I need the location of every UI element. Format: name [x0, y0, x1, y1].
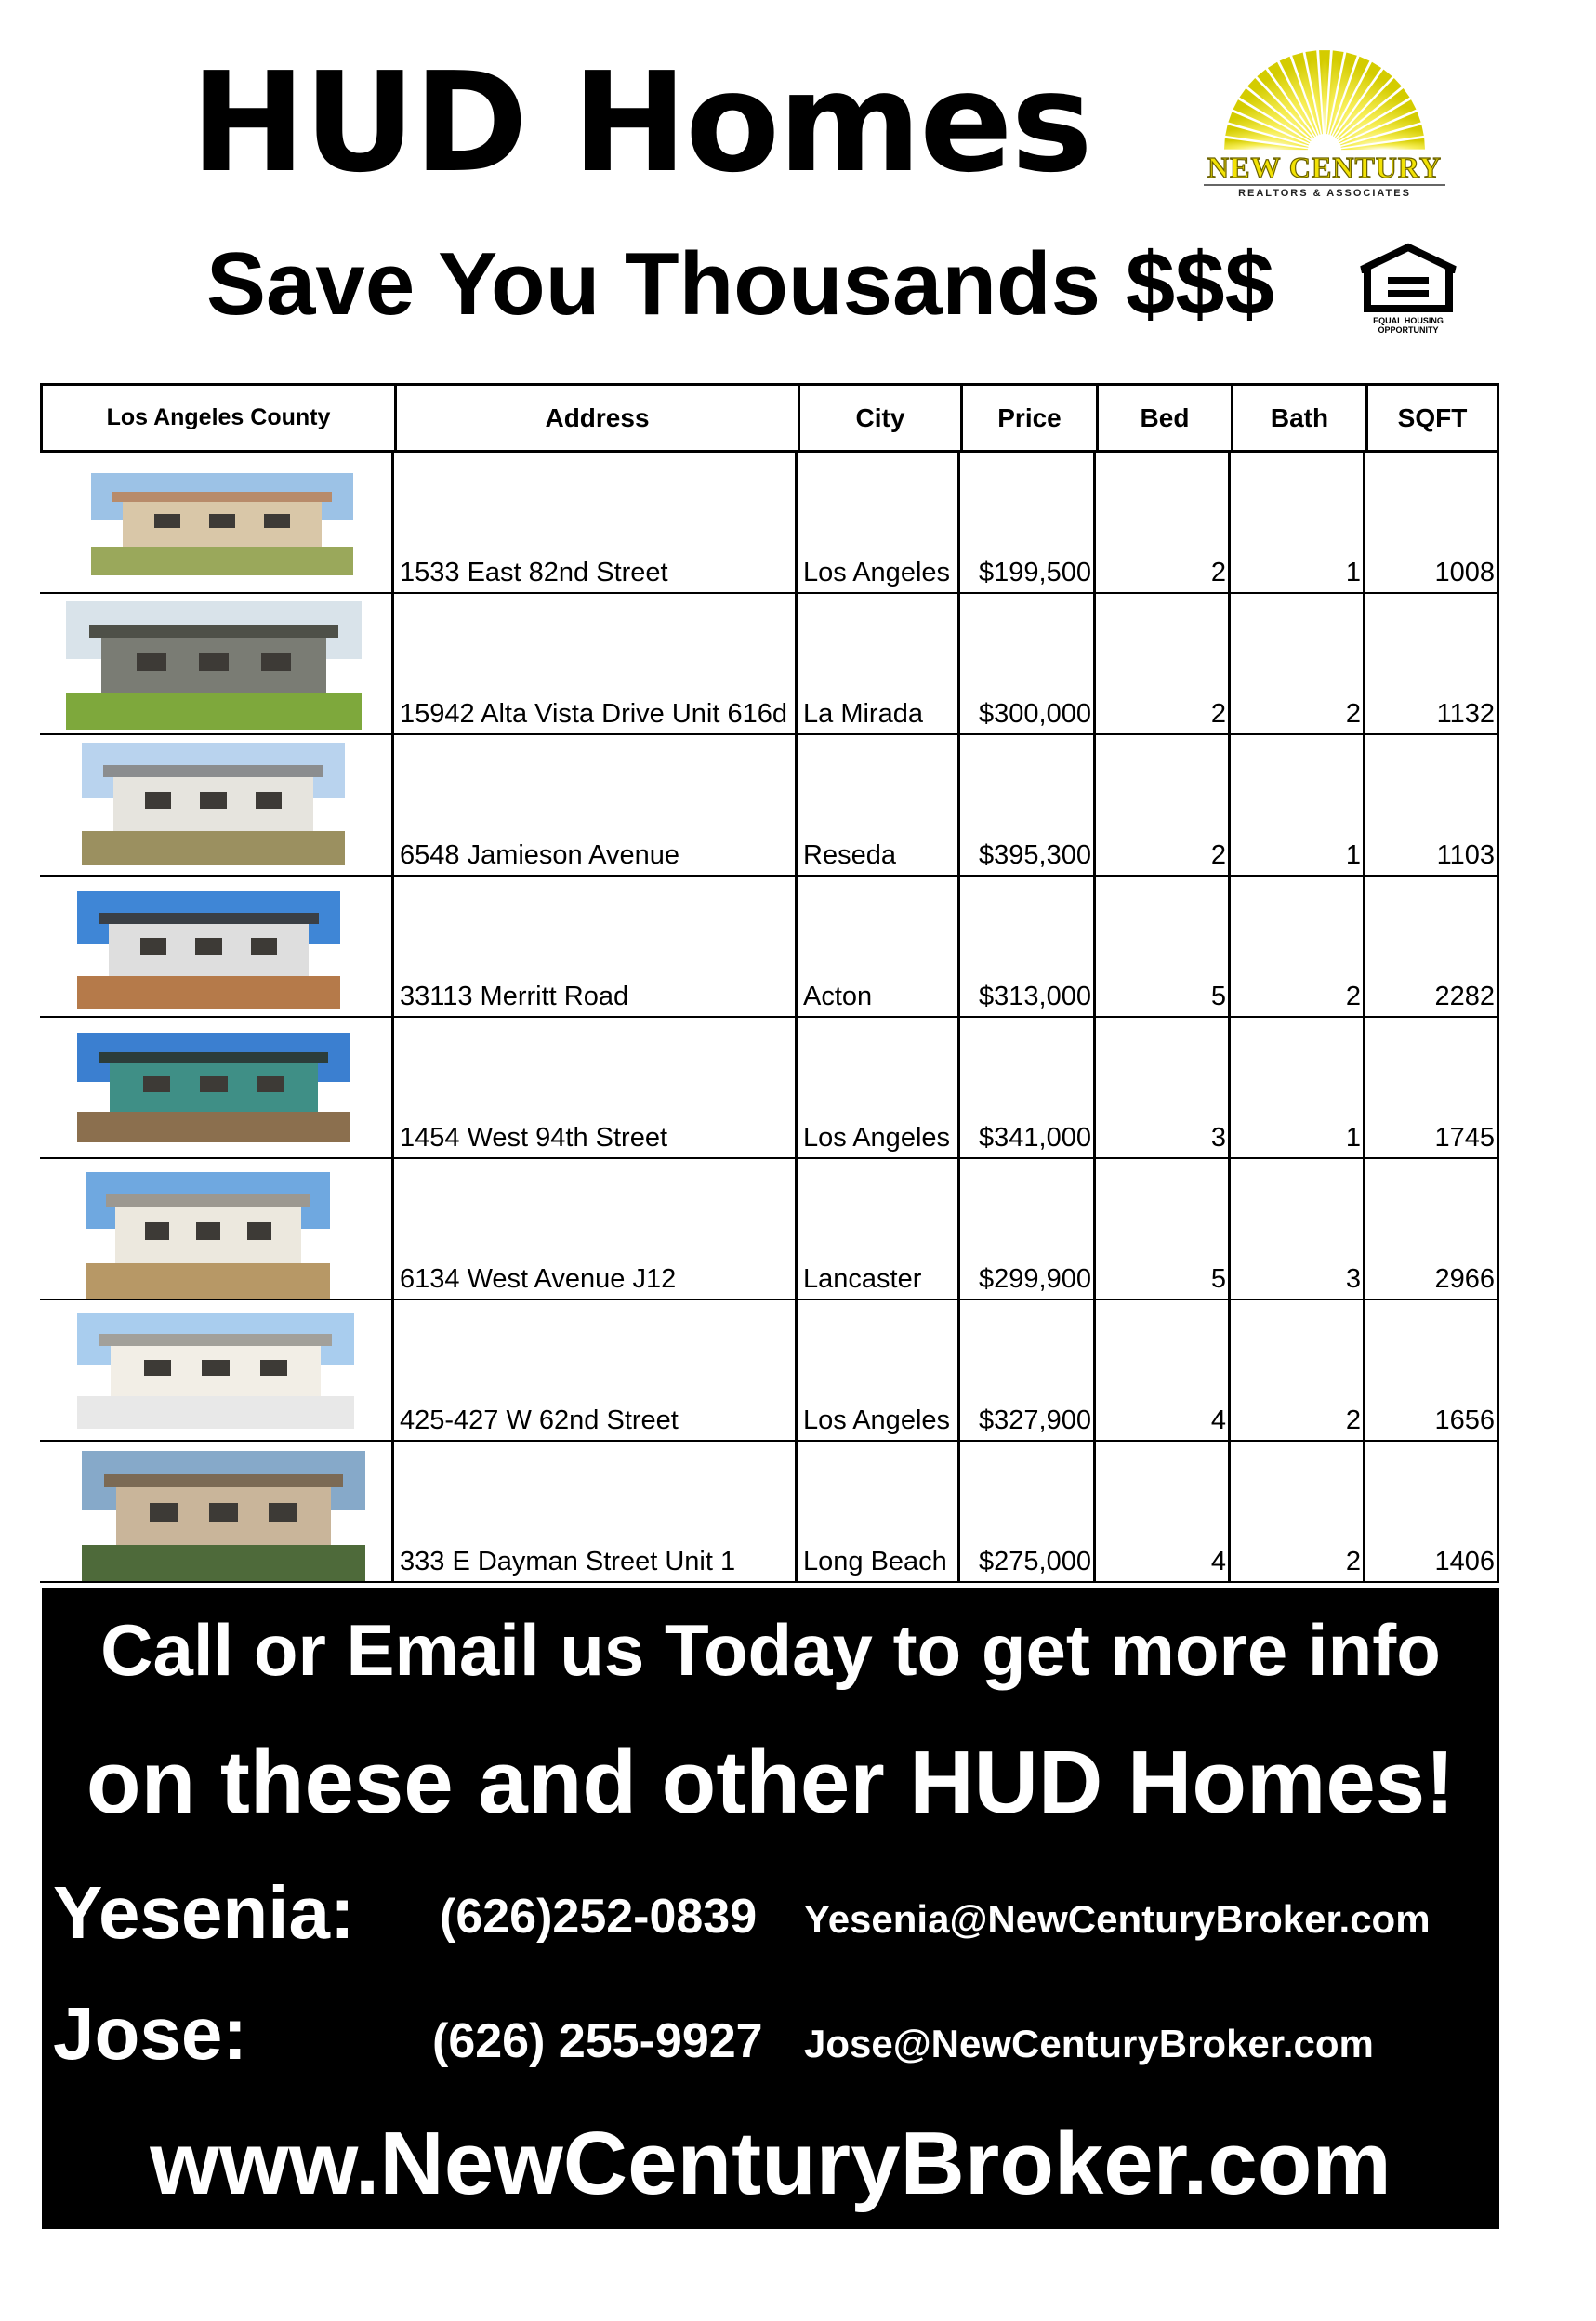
bed-cell: 2: [1093, 735, 1228, 875]
address-cell: 6134 West Avenue J12: [391, 1159, 795, 1299]
price-cell: $327,900: [957, 1300, 1093, 1440]
property-photo: [77, 1033, 350, 1142]
agent-email-jose[interactable]: Jose@NewCenturyBroker.com: [804, 2022, 1374, 2065]
photo-lawn: [77, 976, 340, 1009]
city-cell: Lancaster: [795, 1159, 957, 1299]
column-header-price: Price: [960, 386, 1096, 450]
column-header-bath: Bath: [1231, 386, 1365, 450]
photo-window: [195, 938, 221, 955]
photo-roof: [103, 765, 324, 777]
photo-window: [150, 1503, 178, 1522]
city-cell: La Mirada: [795, 594, 957, 733]
cta-line-1: Call or Email us Today to get more info: [100, 1609, 1441, 1691]
table-row: [40, 1159, 1499, 1300]
photo-window: [145, 792, 171, 809]
property-photo: [77, 891, 340, 1009]
table-row: [40, 453, 1499, 594]
bed-cell: 4: [1093, 1442, 1228, 1581]
photo-roof: [89, 625, 337, 638]
logo-brand: NEW CENTURY: [1207, 151, 1442, 184]
column-header-bed: Bed: [1096, 386, 1231, 450]
photo-window: [196, 1222, 220, 1240]
photo-window: [260, 1360, 288, 1376]
sqft-cell: 1745: [1363, 1018, 1499, 1157]
address-cell: 1533 East 82nd Street: [391, 453, 795, 592]
photo-window: [202, 1360, 230, 1376]
price-cell: $313,000: [957, 877, 1093, 1016]
cta-line-2: on these and other HUD Homes!: [86, 1733, 1456, 1832]
bath-cell: 2: [1228, 1300, 1363, 1440]
sqft-cell: 1008: [1363, 453, 1499, 592]
sqft-cell: 1406: [1363, 1442, 1499, 1581]
price-cell: $275,000: [957, 1442, 1093, 1581]
bath-cell: 2: [1228, 1442, 1363, 1581]
photo-cell: [40, 594, 391, 733]
property-photo: [77, 1313, 354, 1429]
photo-window: [144, 1360, 172, 1376]
photo-window: [200, 1076, 227, 1092]
photo-roof: [104, 1474, 342, 1487]
price-cell: $395,300: [957, 735, 1093, 875]
photo-window: [257, 1076, 284, 1092]
bed-cell: 5: [1093, 877, 1228, 1016]
photo-window: [140, 938, 166, 955]
listings-table: [40, 383, 1499, 1586]
photo-cell: [40, 1159, 391, 1299]
bath-cell: 1: [1228, 1018, 1363, 1157]
agent-name-jose: Jose:: [53, 1992, 247, 2075]
photo-lawn: [66, 693, 362, 730]
sqft-cell: 1103: [1363, 735, 1499, 875]
photo-window: [199, 653, 229, 670]
city-cell: Los Angeles: [795, 1018, 957, 1157]
price-cell: $299,900: [957, 1159, 1093, 1299]
table-row: [40, 735, 1499, 877]
city-cell: Acton: [795, 877, 957, 1016]
photo-roof: [112, 492, 333, 502]
bath-cell: 1: [1228, 735, 1363, 875]
contact-banner: [42, 1588, 1499, 2229]
bed-cell: 5: [1093, 1159, 1228, 1299]
table-row: [40, 594, 1499, 735]
city-cell: Reseda: [795, 735, 957, 875]
sqft-cell: 1132: [1363, 594, 1499, 733]
photo-cell: [40, 1018, 391, 1157]
photo-cell: [40, 1442, 391, 1581]
bath-cell: 2: [1228, 594, 1363, 733]
table-header-row: [40, 383, 1499, 453]
flyer-title: HUD Homes: [191, 43, 1091, 203]
bed-cell: 3: [1093, 1018, 1228, 1157]
address-cell: 333 E Dayman Street Unit 1: [391, 1442, 795, 1581]
address-cell: 6548 Jamieson Avenue: [391, 735, 795, 875]
property-photo: [82, 1451, 365, 1581]
photo-roof: [99, 1052, 329, 1063]
photo-lawn: [82, 1545, 365, 1581]
photo-window: [154, 514, 180, 528]
photo-lawn: [77, 1112, 350, 1142]
table-row: [40, 877, 1499, 1018]
logo-tagline: REALTORS & ASSOCIATES: [1238, 188, 1411, 199]
equal-housing-logo: [1352, 242, 1464, 344]
price-cell: $341,000: [957, 1018, 1093, 1157]
column-header-sqft: SQFT: [1365, 386, 1497, 450]
property-photo: [82, 743, 345, 865]
equal-housing-caption-line2: OPPORTUNITY: [1378, 325, 1439, 335]
new-century-logo: [1167, 46, 1483, 214]
bath-cell: 1: [1228, 453, 1363, 592]
equal-housing-caption: [1352, 316, 1464, 335]
photo-lawn: [82, 831, 345, 865]
photo-window: [261, 653, 291, 670]
logo-rule: [1204, 184, 1445, 186]
city-cell: Los Angeles: [795, 453, 957, 592]
flyer-subtitle: Save You Thousands $$$: [206, 234, 1274, 334]
price-cell: $199,500: [957, 453, 1093, 592]
photo-lawn: [86, 1263, 330, 1299]
property-photo: [86, 1172, 330, 1299]
property-photo: [91, 473, 353, 575]
city-cell: Los Angeles: [795, 1300, 957, 1440]
agent-phone-yesenia[interactable]: (626)252-0839: [440, 1890, 758, 1944]
agent-name-yesenia: Yesenia:: [53, 1871, 355, 1954]
photo-roof: [99, 1334, 332, 1345]
photo-cell: [40, 1300, 391, 1440]
bed-cell: 2: [1093, 453, 1228, 592]
agent-email-yesenia[interactable]: Yesenia@NewCenturyBroker.com: [804, 1897, 1431, 1941]
photo-window: [200, 792, 226, 809]
sqft-cell: 1656: [1363, 1300, 1499, 1440]
photo-window: [269, 1503, 297, 1522]
city-cell: Long Beach: [795, 1442, 957, 1581]
photo-window: [145, 1222, 169, 1240]
photo-window: [256, 792, 282, 809]
photo-lawn: [77, 1396, 354, 1429]
column-header-address: Address: [394, 386, 798, 450]
equal-housing-caption-line1: EQUAL HOUSING: [1373, 316, 1444, 325]
photo-window: [143, 1076, 170, 1092]
address-cell: 425-427 W 62nd Street: [391, 1300, 795, 1440]
photo-roof: [106, 1194, 310, 1207]
photo-cell: [40, 877, 391, 1016]
address-cell: 33113 Merritt Road: [391, 877, 795, 1016]
photo-window: [137, 653, 166, 670]
photo-window: [209, 514, 235, 528]
equal-housing-icon: [1352, 242, 1464, 316]
column-header-county: Los Angeles County: [106, 404, 331, 430]
photo-window: [247, 1222, 271, 1240]
bed-cell: 4: [1093, 1300, 1228, 1440]
bed-cell: 2: [1093, 594, 1228, 733]
table-row: [40, 1018, 1499, 1159]
address-cell: 1454 West 94th Street: [391, 1018, 795, 1157]
sqft-cell: 2282: [1363, 877, 1499, 1016]
photo-lawn: [91, 547, 353, 575]
photo-roof: [99, 913, 320, 925]
photo-cell: [40, 453, 391, 592]
price-cell: $300,000: [957, 594, 1093, 733]
property-photo: [66, 601, 362, 730]
photo-window: [209, 1503, 238, 1522]
sqft-cell: 2966: [1363, 1159, 1499, 1299]
bath-cell: 3: [1228, 1159, 1363, 1299]
agent-phone-jose[interactable]: (626) 255-9927: [432, 2014, 763, 2068]
table-row: [40, 1300, 1499, 1442]
bath-cell: 2: [1228, 877, 1363, 1016]
photo-window: [251, 938, 277, 955]
sun-rays-icon: [1167, 46, 1483, 151]
column-header-city: City: [798, 386, 960, 450]
photo-window: [264, 514, 290, 528]
photo-cell: [40, 735, 391, 875]
website-link[interactable]: www.NewCenturyBroker.com: [150, 2114, 1392, 2213]
address-cell: 15942 Alta Vista Drive Unit 616d: [391, 594, 795, 733]
table-row: [40, 1442, 1499, 1583]
